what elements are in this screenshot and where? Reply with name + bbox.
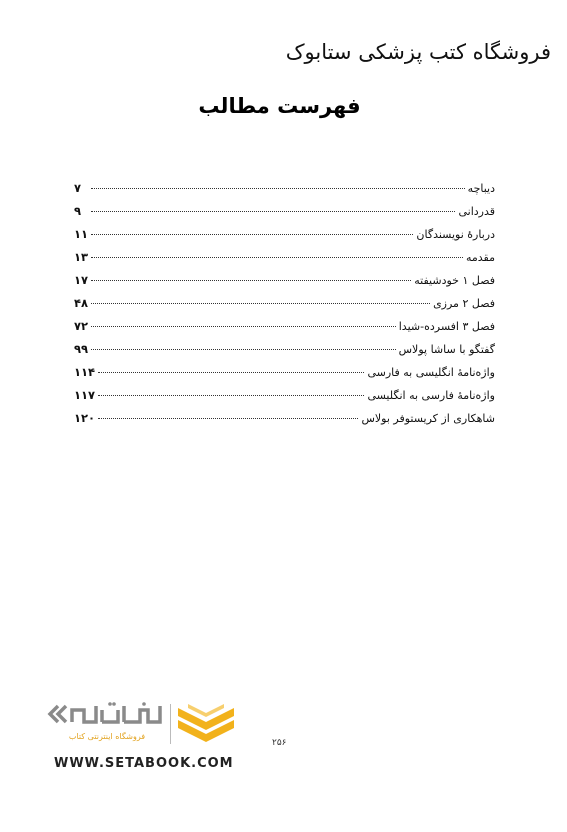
toc-entry-label: مقدمه [465, 251, 495, 264]
toc-entry[interactable] [74, 273, 495, 296]
toc-entry-label: فصل ۱ خودشیفته [414, 274, 495, 287]
toc-entry[interactable] [74, 342, 495, 365]
logo-wordmark [44, 700, 164, 728]
toc-entry-page: ۱۱۴ [74, 365, 96, 379]
dot-leader [91, 349, 396, 350]
toc-entry-label: دربارۀ نویسندگان [416, 228, 495, 241]
logo-subtitle: فروشگاه اینترنتی کتاب [68, 732, 146, 741]
toc-entry[interactable] [74, 296, 495, 319]
table-of-contents [74, 181, 495, 434]
page-number: ۲۵۶ [272, 738, 287, 748]
toc-entry[interactable] [74, 250, 495, 273]
dot-leader [91, 211, 455, 212]
dot-leader [98, 395, 364, 396]
toc-entry[interactable] [74, 319, 495, 342]
logo-divider [170, 704, 171, 744]
dot-leader [91, 326, 396, 327]
website-url: WWW.SETABOOK.COM [54, 756, 234, 771]
toc-entry-label: واژه‌نامۀ فارسی به انگلیسی [367, 389, 495, 402]
setabook-logo [44, 694, 244, 774]
toc-entry-page: ۱۲۰ [74, 411, 96, 425]
toc-entry-page: ۱۷ [74, 273, 89, 287]
dot-leader [91, 234, 413, 235]
toc-entry-label: واژه‌نامۀ انگلیسی به فارسی [367, 366, 495, 379]
toc-entry-label: دیباچه [467, 182, 495, 195]
toc-entry[interactable] [74, 388, 495, 411]
toc-title-text: فهرست مطالب [198, 94, 361, 118]
toc-entry-page: ۱۱ [74, 227, 89, 241]
dot-leader [91, 188, 465, 189]
toc-entry-label: گفتگو با ساشا پولاس [398, 343, 495, 356]
toc-entry-label: قدردانی [458, 205, 495, 218]
toc-entry-page: ۷۲ [74, 319, 89, 333]
toc-entry[interactable] [74, 204, 495, 227]
toc-entry[interactable] [74, 227, 495, 250]
toc-entry[interactable] [74, 365, 495, 388]
toc-entry-label: فصل ۲ مرزی [433, 297, 495, 310]
toc-entry-page: ۷ [74, 181, 82, 195]
toc-entry-page: ۴۸ [74, 296, 89, 310]
toc-entry-page: ۹۹ [74, 342, 89, 356]
toc-entry-page: ۱۳ [74, 250, 89, 264]
toc-entry[interactable] [74, 181, 495, 204]
dot-leader [91, 280, 411, 281]
dot-leader [91, 257, 463, 258]
toc-entry-label: فصل ۳ افسرده-شیدا [398, 320, 495, 333]
chevrons-icon [178, 702, 234, 746]
toc-entry-page: ۱۱۷ [74, 388, 96, 402]
toc-entry-page: ۹ [74, 204, 82, 218]
dot-leader [91, 303, 430, 304]
dot-leader [98, 372, 364, 373]
toc-entry-label: شاهکاری از کریستوفر بولاس [361, 412, 495, 425]
store-title: فروشگاه کتب پزشکی ستابوک [285, 40, 551, 64]
toc-title [0, 94, 567, 118]
toc-entry[interactable] [74, 411, 495, 434]
dot-leader [98, 418, 358, 419]
